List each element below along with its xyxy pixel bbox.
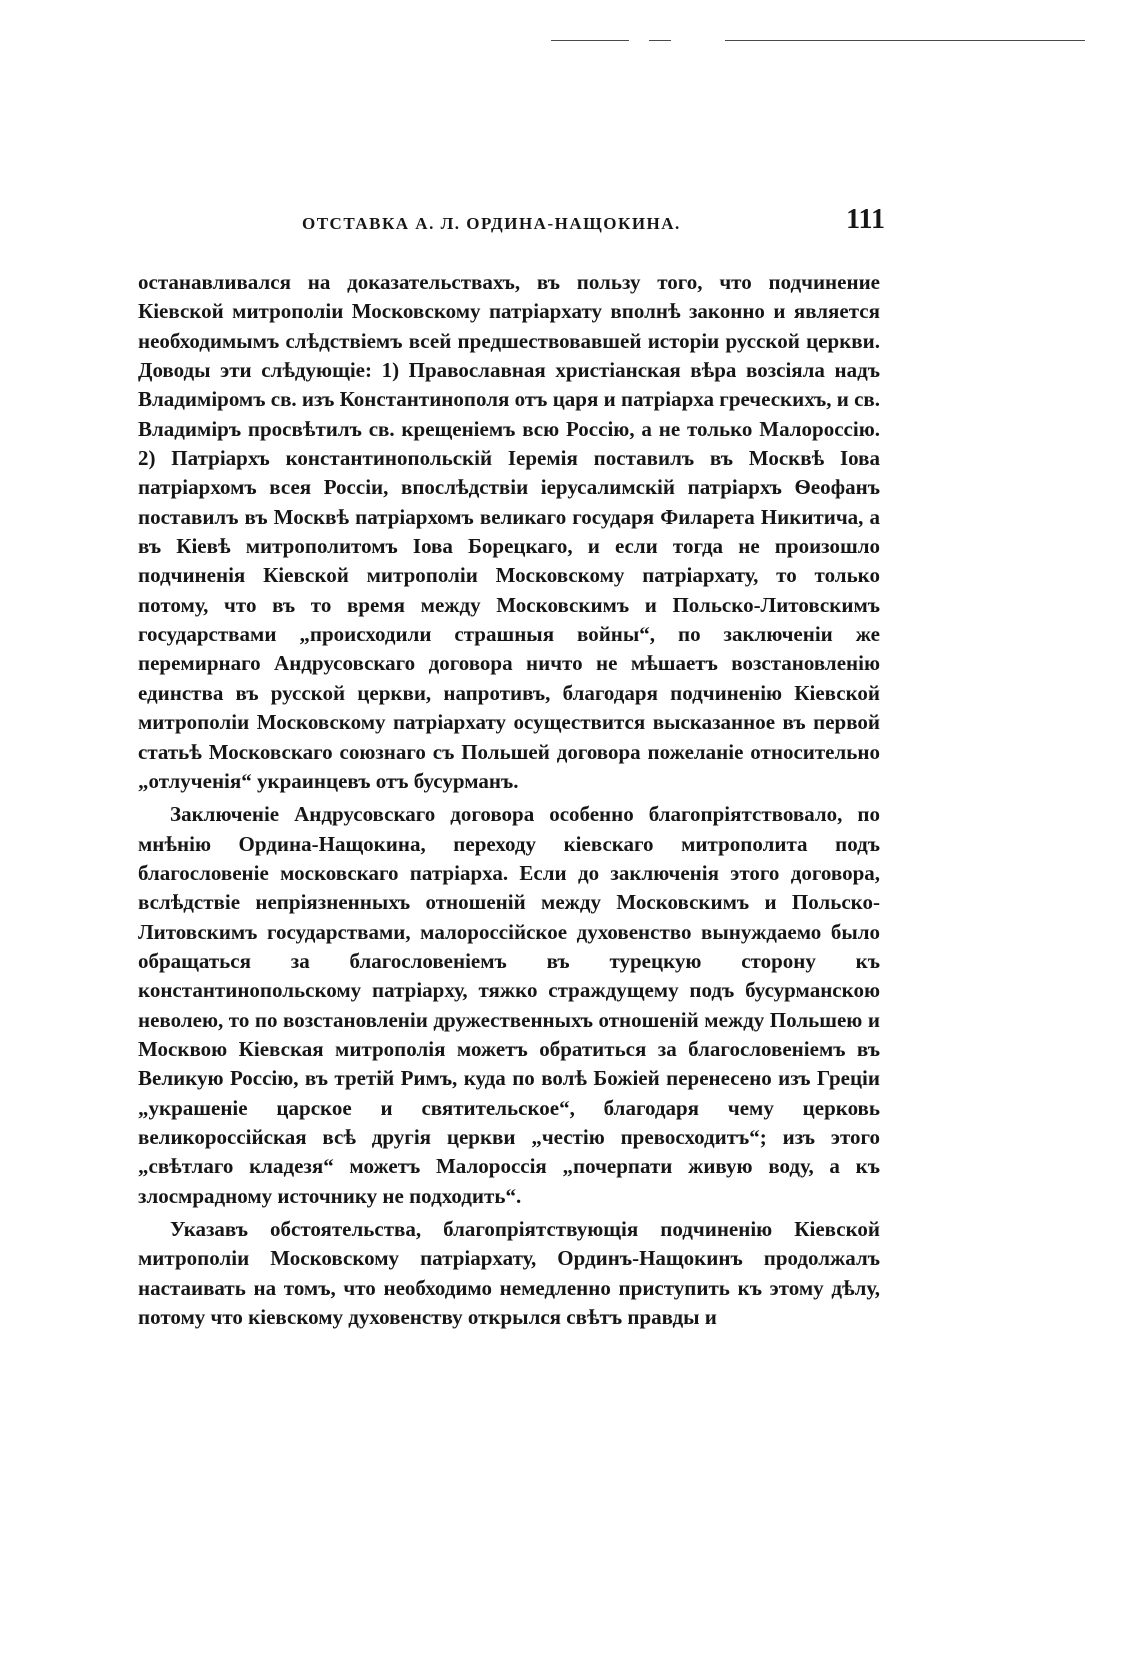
page-number: 111	[846, 204, 885, 235]
scan-edge-line	[725, 40, 1085, 41]
body-text	[138, 268, 880, 1332]
running-head: ОТСТАВКА А. Л. ОРДИНА-НАЩОКИНА.	[302, 214, 681, 233]
paragraph: Заключеніе Андрусовскаго договора особенно благопріятствовало, по мнѣнію Ордина-Нащокина, переходу кіевскаго митрополита подъ благословеніе московскаго патріарха. Если до заключенія этого договора, вслѣдствіе непріязненныхъ отношеній между Московскимъ и Польско-Литовскимъ государствами, малороссійское духовенство вынуждаемо было обращаться за благословеніемъ въ турецкую сторону къ константинопольскому патріарху, тяжко страждущему подъ бусурманскою неволею, то по возстановленіи дружественныхъ отношеній между Польшею и Москвою Кіевская митрополія можетъ обратиться за благословеніемъ въ Великую Россію, въ третій Римъ, куда по волѣ Божіей перенесено изъ Греціи „украшеніе царское и святительское“, благодаря чему церковь великороссійская всѣ другія церкви „честію превосходитъ“; изъ этого „свѣтлаго кладезя“ можетъ Малороссія „почерпати живую воду, а къ злосмрадному источнику не подходить“.	[138, 802, 880, 1208]
paragraph-continuation: останавливался на доказательствахъ, въ пользу того, что подчинение Кіевской митрополіи Московскому патріархату вполнѣ законно и является необходимымъ слѣдствіемъ всей предшествовавшей исторіи русской церкви. Доводы эти слѣдующіе: 1) Православная христіанская вѣра возсіяла надъ Владиміромъ св. изъ Константинополя отъ царя и патріарха греческихъ, и св. Владиміръ просвѣтилъ св. крещеніемъ всю Россію, а не только Малороссію. 2) Патріархъ константинопольскій Іеремія поставилъ въ Москвѣ Іова патріархомъ всея Россіи, впослѣдствіи іерусалимскій патріархъ Ѳеофанъ поставилъ въ Москвѣ патріархомъ великаго государя Филарета Никитича, а въ Кіевѣ митрополитомъ Іова Борецкаго, и если тогда не произошло подчиненія Кіевской митрополіи Московскому патріархату, то только потому, что въ то время между Московскимъ и Польско-Литовскимъ государствами „происходили страшныя войны“, по заключеніи же перемирнаго Андрусовскаго договора ничто не мѣшаетъ возстановленію единства въ русской церкви, напротивъ, благодаря подчиненію Кіевской митрополіи Московскому патріархату осуществится высказанное въ первой статьѣ Московскаго союзнаго съ Польшей договора пожеланіе относительно „отлученія“ украинцевъ отъ бусурманъ.	[138, 270, 880, 793]
scan-edge-line	[551, 40, 629, 41]
scan-edge-line	[649, 40, 671, 41]
page-header	[292, 204, 885, 244]
paragraph: Указавъ обстоятельства, благопріятствующія подчиненію Кіевской митрополіи Московскому патріархату, Ординъ-Нащокинъ продолжалъ настаивать на томъ, что необходимо немедленно приступить къ этому дѣлу, потому что кіевскому духовенству открылся свѣтъ правды и	[138, 1217, 880, 1330]
